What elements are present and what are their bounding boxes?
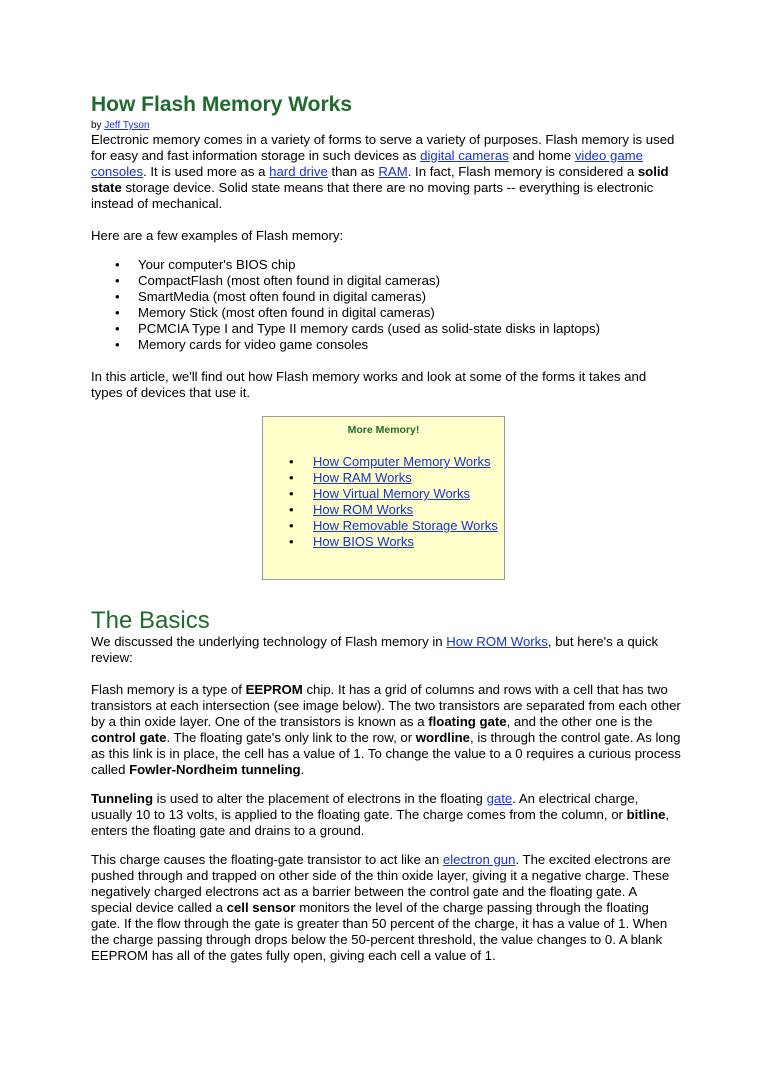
bold-tunneling: Tunneling	[91, 791, 154, 806]
byline-prefix: by	[91, 120, 105, 131]
basics-paragraph-3	[91, 791, 681, 839]
basics-p4-text-2: . The excited electrons are pushed through and trapped on other side of the thin oxide layer, giving it a negative charge. These negatively charged electrons act as a barrier between the control gate and the floating gate. A special device called a	[91, 852, 671, 915]
link-how-virtual-memory-works[interactable]: How Virtual Memory Works	[313, 486, 470, 501]
more-memory-item	[263, 518, 504, 534]
list-item: • SmartMedia (most often found in digital cameras)	[91, 289, 681, 305]
bold-bitline: bitline	[626, 807, 666, 822]
list-item: • Your computer's BIOS chip	[91, 257, 681, 273]
list-item: • Memory Stick (most often found in digital cameras)	[91, 305, 681, 321]
basics-paragraph-2	[91, 682, 681, 778]
article-body	[91, 92, 681, 964]
basics-p4-text-1: This charge causes the floating-gate transistor to act like an	[91, 852, 443, 867]
section-heading-basics: The Basics	[91, 607, 210, 634]
basics-paragraph-1	[91, 634, 681, 666]
bold-cell-sensor: cell sensor	[226, 900, 296, 915]
more-memory-item	[263, 486, 504, 502]
more-memory-links	[263, 454, 504, 550]
intro-text-6: storage device. Solid state means that there are no moving parts -- everything is electronic instead of mechanical.	[91, 180, 654, 211]
basics-p4-text-3: monitors the level of the charge passing through the floating gate. If the flow through the gate is greater than 50 percent of the charge, it has a value of 1. When the charge passing through drops below the 50-percent threshold, the value changes to 0. A blank EEPROM has all of the gates fully open, giving each cell a value of 1.	[91, 900, 668, 963]
more-memory-title: More Memory!	[347, 424, 420, 436]
link-how-rom-works-inline[interactable]: How ROM Works	[446, 634, 548, 649]
list-item: • Memory cards for video game consoles	[91, 337, 681, 353]
basics-paragraph-4	[91, 852, 681, 964]
basics-p2-text-5: , is through the control gate. As long as this link is in place, the cell has a value of 1. To change the value to a 0 requires a curious process called	[91, 730, 681, 777]
examples-list	[91, 257, 681, 353]
intro-paragraph	[91, 132, 681, 212]
link-hard-drive[interactable]: hard drive	[269, 164, 328, 179]
more-memory-item	[263, 470, 504, 486]
more-memory-item	[263, 534, 504, 550]
basics-p3-text-2: . An electrical charge, usually 10 to 13 volts, is applied to the floating gate. The charge comes from the column, or	[91, 791, 639, 822]
basics-p1-text-2: , but here's a quick review:	[91, 634, 659, 665]
basics-p2-text-3: , and the other one is the	[506, 714, 653, 729]
link-how-bios-works[interactable]: How BIOS Works	[313, 534, 414, 549]
basics-p2-text-2: chip. It has a grid of columns and rows with a cell that has two transistors at each intersection (see image below). The two transistors are separated from each other by a thin oxide layer. One of the transistors is known as a	[91, 682, 681, 729]
more-memory-item	[263, 454, 504, 470]
basics-p2-text-1: Flash memory is a type of	[91, 682, 246, 697]
page-title: How Flash Memory Works	[91, 93, 353, 116]
basics-p2-text-4: . The floating gate's only link to the row, or	[166, 730, 416, 745]
basics-p3-text-3: , enters the floating gate and drains to a ground.	[91, 807, 670, 838]
bold-eeprom: EEPROM	[245, 682, 303, 697]
bold-fowler-nordheim: Fowler-Nordheim tunneling	[129, 762, 301, 777]
article-summary: In this article, we'll find out how Flash memory works and look at some of the forms it takes and types of devices that use it.	[91, 369, 647, 400]
more-memory-box	[262, 416, 505, 580]
author-link[interactable]: Jeff Tyson	[104, 120, 150, 131]
list-item: • PCMCIA Type I and Type II memory cards (used as solid-state disks in laptops)	[91, 321, 681, 337]
link-how-computer-memory-works[interactable]: How Computer Memory Works	[313, 454, 491, 469]
bold-floating-gate: floating gate	[428, 714, 507, 729]
bold-wordline: wordline	[415, 730, 470, 745]
link-how-ram-works[interactable]: How RAM Works	[313, 470, 412, 485]
link-ram[interactable]: RAM	[378, 164, 408, 179]
intro-text-2: and home	[508, 148, 575, 163]
link-digital-cameras[interactable]: digital cameras	[420, 148, 509, 163]
examples-intro: Here are a few examples of Flash memory:	[91, 228, 344, 243]
intro-text-3: . It is used more as a	[143, 164, 270, 179]
bold-control-gate: control gate	[91, 730, 167, 745]
intro-text-1: Electronic memory comes in a variety of forms to serve a variety of purposes. Flash memory is used for easy and fast information storage in such devices as	[91, 132, 675, 163]
link-how-rom-works[interactable]: How ROM Works	[313, 502, 414, 517]
basics-p2-text-6: .	[300, 762, 305, 777]
link-video-game-consoles[interactable]: video game consoles	[91, 148, 643, 179]
link-gate[interactable]: gate	[486, 791, 513, 806]
link-how-removable-storage-works[interactable]: How Removable Storage Works	[313, 518, 498, 533]
byline	[91, 119, 681, 132]
intro-bold-solid-state: solid state	[91, 164, 669, 195]
basics-p3-text-1: is used to alter the placement of electrons in the floating	[153, 791, 487, 806]
list-item: • CompactFlash (most often found in digital cameras)	[91, 273, 681, 289]
basics-p1-text-1: We discussed the underlying technology of Flash memory in	[91, 634, 447, 649]
intro-text-5: . In fact, Flash memory is considered a	[407, 164, 638, 179]
link-electron-gun[interactable]: electron gun	[442, 852, 516, 867]
more-memory-item	[263, 502, 504, 518]
intro-text-4: than as	[327, 164, 379, 179]
